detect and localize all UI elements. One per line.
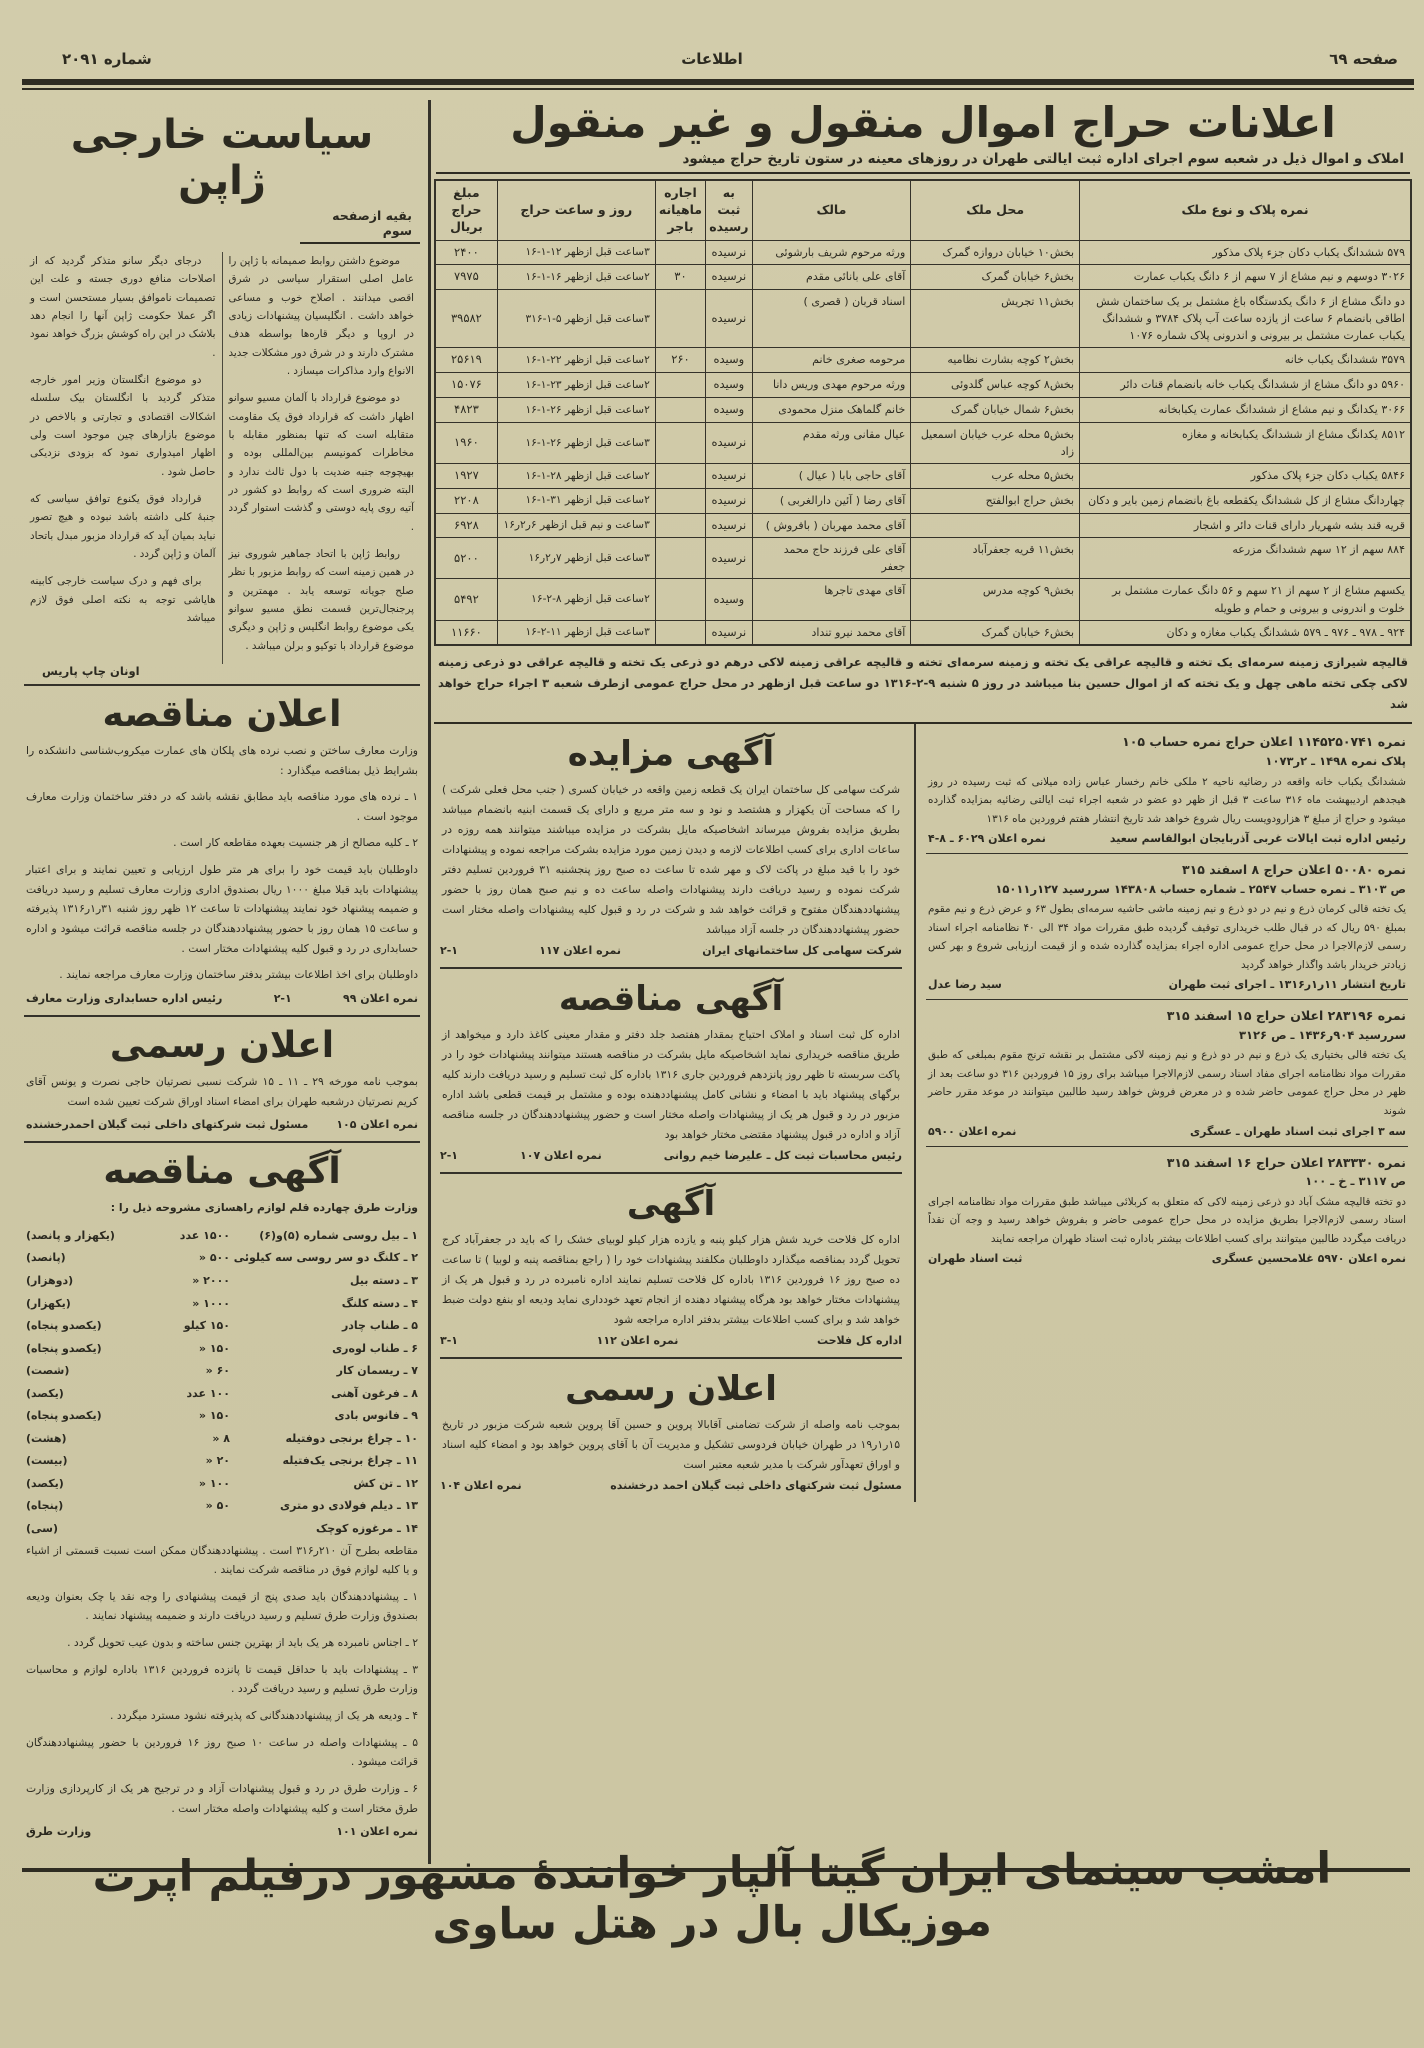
item-name: ۳ ـ دسته بیل — [349, 1273, 418, 1287]
article-paragraph: دو موضوع قرارداد با آلمان مسیو سوانو اظهار داشت که قرارداد فوق یک مقاومت متقابله است که تنها بمنظور مقابله با مخاطرات کمونیسم بین‌المللی بوده و بهیچوجه جنبه ضدیت با دول ثالث ندارد و البته ضروری است که روابط دو کشور در آتیه روی پایه دوستی و گذشت استوار گردد . — [228, 392, 414, 533]
signature: رئیس محاسبات ثبت کل ـ علیرضا خیم روانی — [663, 1148, 902, 1162]
auction-footnote-line2: چهل و یک تخته که از اموال حسین بنا میباشد در روز ۵ شنبه ۹-۲-۱۳۱۶ دو ساعت قبل ازظهر در محل حراج عمومی ازطرف شعبه ۳ اجراء حراج خواهد شد — [438, 676, 1408, 711]
signature: مسئول ثبت شرکتهای داخلی ثبت گیلان احمد درخشنده — [610, 1478, 902, 1492]
item-name: ۲ ـ کلنگ دو سر روسی سه کیلوئی — [233, 1251, 418, 1265]
japan-article-column-left — [24, 252, 223, 664]
table-cell: نرسیده — [706, 538, 752, 579]
item-quantity-words: (یکهزار و پانصد) — [26, 1228, 115, 1242]
continued-from-note: بقیه ازصفحه سوم — [300, 206, 420, 244]
tender-list-item — [26, 1473, 418, 1496]
item-name: ۱۰ ـ چراغ برنجی دوفتیله — [285, 1431, 418, 1445]
tender-term: ۶ ـ وزارت طرق در رد و قبول پیشنهادات آزاد و در ترجیح هر یک از کارپردازی وزارت طرق مختار است و کلیه پیشنهادات واصله مختار است . — [26, 1781, 418, 1815]
tender-list-item — [26, 1405, 418, 1428]
announcement-body: شرکت سهامی کل ساختمان ایران یک قطعه زمین واقعه در خیابان کسری ( جنب محل فعلی شرکت ) را که مساحت آن یکهزار و هشتصد و نود و سه متر مربع و دارای یک قسمت ابنیه بانضمام میباشد بطریق مزایده بفروش میرساند اشخاصیکه مایل بشرکت در مزایده میباشند میتوانند همه روزه در ساعات اداری برای کسب اطلاعات لازمه و دیدن زمین مورد مزایده بشرکت مراجعه نموده و پیشنهادات خود را با قید مبلغ در پاکت لاک و مهر شده تا ساعت ده صبح روز پنجشنبه ۳۱ فروردین تسلیم دفتر شرکت نموده و رسید دریافت دارند پیشنهادات واصله ساعت ده و نیم صبح همان روز با حضور پیشنهاددهندگان مفتوح و قرائت خواهد شد و شرکت در رد و قبول کلیه پیشنهادات واصله مختار است حضور پیشنهاددهندگان در جلسه آزاد میباشد — [442, 783, 900, 937]
signature: اداره کل فلاحت — [816, 1333, 902, 1347]
item-quantity: ۸ « — [212, 1431, 230, 1445]
table-cell: ۶۹۲۸ — [435, 513, 497, 538]
table-cell: بخش۵ محله عرب — [911, 463, 1080, 488]
table-cell: آقای مهدی تاجرها — [752, 579, 911, 620]
table-cell — [655, 422, 705, 463]
table-cell: ۸۵۱۲ یکدانگ مشاع از ششدانگ یکبابخانه و مغازه — [1080, 422, 1411, 463]
table-cell: ۳ساعت قبل ازظهر ۵-۱-۳۱۶ — [497, 290, 655, 348]
official-notice-body: بموجب نامه مورخه ۲۹ ـ ۱۱ ـ ۱۵ شرکت نسبی نصرتیان حاجی نصرت و یونس آقای کریم نصرتیان درشعبه طهران برای امضاء اسناد اوراق شرکت تعیین شده است — [26, 1074, 419, 1108]
item-quantity: ۱۵۰ کیلو — [183, 1319, 230, 1333]
table-cell: وسیده — [706, 348, 752, 373]
table-cell: ۵۹۶۰ دو دانگ مشاع از ششدانگ یکباب خانه بانضمام قنات دائر — [1080, 373, 1411, 398]
item-quantity: ۱۵۰۰ عدد — [179, 1228, 230, 1242]
tender-list-item — [26, 1428, 418, 1451]
auction-table-body — [435, 240, 1411, 645]
tender-term: ۳ ـ پیشنهادات باید با حداقل قیمت تا پانزده فروردین ۱۳۱۶ باداره لوازم و محاسبات وزارت طرق تسلیم و رسید دریافت گردد . — [26, 1662, 418, 1696]
table-cell: نرسیده — [706, 513, 752, 538]
japan-article-column-right — [223, 252, 421, 664]
classified-subheader: پلاک نمره ۱۴۹۸ ـ ۲ر۱۰۷۳ — [1265, 754, 1406, 769]
table-row — [435, 373, 1411, 398]
column-divider — [428, 100, 431, 1864]
masthead-rule-thin — [22, 88, 1414, 90]
table-cell: نرسیده — [706, 620, 752, 645]
table-row — [435, 240, 1411, 265]
table-cell: یکسهم مشاع از ۲ سهم از ۲۱ سهم و ۵۶ دانگ عمارت مشتمل بر خلوت و اندرونی و بیرونی و حمام و طویله — [1080, 579, 1411, 620]
table-cell: ۳۹۵۸۲ — [435, 290, 497, 348]
classified-subheader: سررسید ۹۰۴ر۱۴۳۶ ـ ص ۳۱۲۶ — [1239, 1028, 1406, 1043]
left-column — [24, 96, 420, 1848]
table-cell: نرسیده — [706, 290, 752, 348]
table-cell — [655, 373, 705, 398]
column-header: اجاره ماهیانه باجر — [655, 180, 705, 240]
notice-paragraph: وزارت معارف ساختن و نصب نرده های پلکان های عمارت میکروب‌شناسی دانشکده را بشرایط ذیل بمناقصه میگذارد : — [26, 743, 418, 777]
classified-body: ششدانگ یکباب خانه واقعه در رضائیه ناحیه ۲ ملکی خانم رخسار عباس زاده میلانی که ثبت رسیده در روز هیجدهم اردیبهشت ماه ۳۱۶ ساعت ۳ قبل از ظهر دو عضو در شعبه اجراء ثبت ایالتی رضائیه بمزایده گذارده میشود و حراج از مبلغ ۳ هزارودویست ریال شروع خواهد شد تاریخ انتشار هفتم فروردین ماه ۱۳۱۶ — [928, 775, 1406, 825]
signature: ثبت اسناد طهران — [928, 1252, 1023, 1266]
tender-list-item — [26, 1450, 418, 1473]
table-row — [435, 620, 1411, 645]
roads-tender-terms — [26, 1541, 418, 1819]
table-cell — [655, 290, 705, 348]
classified-header: نمره ۱۱۴۵۲۵۰۷۴۱ اعلان حراج نمره حساب ۱۰۵ — [1122, 734, 1406, 750]
table-cell: آقای رضا ( آئین دارالغربی ) — [752, 488, 911, 513]
table-cell: چهاردانگ مشاع از کل ششدانگ یکقطعه باغ بانضمام زمین بایر و دکان — [1080, 488, 1411, 513]
table-cell: ۳ساعت قبل ازظهر ۱۲-۱-۱۶ — [497, 240, 655, 265]
table-cell: مرحومه صغری خانم — [752, 348, 911, 373]
table-cell — [655, 240, 705, 265]
item-name: ۹ ـ فانوس بادی — [334, 1409, 418, 1423]
classified-auction-block — [926, 726, 1408, 854]
announcement-section — [440, 1174, 902, 1359]
table-cell: ۲۴۰۰ — [435, 240, 497, 265]
notice-signature: رئیس اداره حسابداری وزارت معارف — [26, 991, 223, 1005]
table-cell: آقای حاجی بابا ( عیال ) — [752, 463, 911, 488]
article-paragraph: درجای دیگر سانو متذکر گردید که از اصلاحات منافع دوری جسته و علت این تصمیمات ناموافق بسیار مستحسن است و اگر عملا حکومت ژاپن آنها را انجام دهد بلاشک در این راه کوشش بزرگ خواهد نمود . — [30, 255, 216, 359]
table-cell: وسیده — [706, 398, 752, 423]
signature: سید رضا عدل — [928, 978, 1002, 992]
table-cell: ۱۵۰۷۶ — [435, 373, 497, 398]
table-cell: بخش۹ کوچه مدرس — [911, 579, 1080, 620]
classified-header: نمره ۲۸۳۳۳۰ اعلان حراج ۱۶ اسفند ۳۱۵ — [1166, 1154, 1406, 1170]
table-cell: قریه قند بشه شهریار دارای قنات دائر و اشجار — [1080, 513, 1411, 538]
table-cell: آقای علی بانائی مقدم — [752, 265, 911, 290]
announcement-signatures — [440, 944, 902, 957]
table-cell — [655, 579, 705, 620]
item-name: ۸ ـ فرغون آهنی — [331, 1386, 418, 1400]
tender-term: ۴ ـ ودیعه هر یک از پیشنهاددهندگانی که پذیرفته نشود مسترد میگردد . — [109, 1709, 418, 1722]
item-quantity-words: (یکهزار) — [26, 1296, 71, 1310]
item-name: ۱۳ ـ دیلم فولادی دو متری — [280, 1499, 418, 1513]
announcement-signatures — [440, 1334, 902, 1347]
notice-signature: وزارت طرق — [26, 1825, 92, 1839]
signature: نمره اعلان ۱۰۴ — [440, 1478, 522, 1492]
signature: شرکت سهامی کل ساختمانهای ایران — [702, 944, 902, 958]
table-cell: بخش۶ خیابان گمرک — [911, 265, 1080, 290]
signature: تاریخ انتشار ۱۱ر۱ر۱۳۱۶ ـ اجرای ثبت طهران — [1168, 978, 1406, 992]
classified-body: یک تخته قالی کرمان ذرع و نیم در دو ذرع و نیم زمینه ماشی حاشیه سرمه‌ای بطول ۶۳ و عرض ذرع و نیم مقوم بمبلغ ۵۹۰ ریال که در قبال طلب خریداری توقیف گردیده طبق مقررات مواد ۳۴ الی ۴۰ نظامنامه اجراء اسناد رسمی لازم‌الاجرا در محل حراج عمومی اداره اجراء بمزایده گذارده شده و از قیمت ارزیابی شروع و بهر کس زیادتر خریدار باشد واگذار خواهد گردید — [928, 903, 1406, 971]
signature: رئیس اداره ثبت ایالات غربی آذربایجان ابوالقاسم سعید — [1109, 832, 1406, 846]
column-header: به ثبت رسیده — [706, 180, 752, 240]
announcement-body: بموجب نامه واصله از شرکت تضامنی آقابالا پروین و حسین آقا پروین شعبه شرکت مزبور در تاریخ ۱۵ر۱ر۱۹ در طهران خیابان فردوسی تشکیل و مدیریت آن با آقای پروین خواهد بود و امضاء کلیه اسناد و اوراق تعهدآور شرکت با مدیر شعبه معتبر است — [442, 1417, 900, 1471]
table-cell: ۲۶۰ — [655, 348, 705, 373]
auction-subtitle: املاک و اموال ذیل در شعبه سوم اجرای اداره ثبت ایالتی طهران در روزهای معینه در ستون تاریخ حراج میشود — [436, 151, 1410, 174]
table-cell: بخش۶ خیابان گمرک — [911, 620, 1080, 645]
table-cell: ۳ساعت و نیم قبل ازظهر ۶ر۲ر۱۶ — [497, 513, 655, 538]
cinema-banner: امشب سینمای ایران گیتا آلپار خوانندهٔ مشهور درفیلم اپرت موزیکال بال در هتل ساوی — [92, 1843, 1332, 1950]
auction-table — [434, 179, 1412, 646]
table-row — [435, 538, 1411, 579]
auction-footnote — [434, 646, 1412, 724]
auction-subcolumns — [434, 724, 1412, 1501]
notice-number: نمره اعلان ۱۰۵ — [336, 1118, 418, 1132]
classified-signatures — [928, 978, 1406, 991]
notice-number: نمره اعلان ۱۰۱ — [336, 1825, 418, 1839]
table-cell: ۲ساعت قبل ازظهر ۲۲-۱-۱۶ — [497, 348, 655, 373]
announcement-section — [440, 1359, 902, 1502]
table-cell: نرسیده — [706, 422, 752, 463]
classified-auction-block — [926, 1147, 1408, 1274]
table-row — [435, 488, 1411, 513]
table-cell — [655, 463, 705, 488]
announcement-headline: آگهی مناقصه — [558, 979, 784, 1020]
announcement-headline: آگهی — [626, 1183, 716, 1224]
tender-list-item — [26, 1495, 418, 1518]
table-cell — [655, 513, 705, 538]
notice-number: نمره اعلان ۹۹ — [343, 991, 418, 1005]
table-cell: بخش۱۱ تجریش — [911, 290, 1080, 348]
signature: ۲-۱ — [440, 1148, 459, 1162]
table-row — [435, 348, 1411, 373]
signature: سه ۳ اجرای ثبت اسناد طهران ـ عسگری — [1190, 1124, 1406, 1138]
table-cell: ۷۹۷۵ — [435, 265, 497, 290]
table-cell: بخش۲ کوچه بشارت نظامیه — [911, 348, 1080, 373]
table-cell — [655, 538, 705, 579]
roads-tender-section — [24, 1141, 420, 1848]
table-cell: اسناد قربان ( قصری ) — [752, 290, 911, 348]
japan-article-headline: سیاست خارجی ژاپن — [70, 112, 374, 204]
table-cell: نرسیده — [706, 265, 752, 290]
notice-paragraph: ۱ ـ نرده های مورد مناقصه باید مطابق نقشه باشد که در دفتر ساختمان وزارت معارف موجود است . — [26, 790, 418, 823]
table-cell: ۳۰۲۶ دوسهم و نیم مشاع از ۷ سهم از ۶ دانگ یکباب عمارت — [1080, 265, 1411, 290]
table-cell: بخش۸ کوچه عباس گلدوئی — [911, 373, 1080, 398]
announcement-body: اداره کل ثبت اسناد و املاک احتیاج بمقدار هفتصد جلد دفتر و مقدار معینی کاغذ دارد و میخواهد از طریق مناقصه خریداری نماید اشخاصیکه مایل بشرکت در مناقصه هستند میتوانند پیشنهادات خود را در پاکت سربسته تا ظهر روز پانزدهم فروردین جاری ۱۳۱۶ باداره کل ثبت تسلیم و رسید دریافت دارند کلیه برگهای پیشنهاد باید با امضاء و نشانی کامل پیشنهاددهنده بوده و مشتمل بر قیمت قطعی باشد اداره مزبور در رد و قبول هر یک از پیشنهادات واصله مختار است و حضور پیشنهاددهندگان در جلسه مناقصه آزاد و اداره در قبول پیشنهاد مقتضی مختار خواهد بود — [442, 1028, 900, 1142]
tender-list-item — [26, 1360, 418, 1383]
article-paragraph: روابط ژاپن با اتحاد جماهیر شوروی نیز در همین زمینه است که روابط مزبور با نظر صلح جویانه توسعه یابد . مهمترین و پرجنجال‌ترین قسمت نطق مسیو سوانو یکی موضوع روابط انگلیس و ژاپن و دیگری موضوع قرارداد با توکیو و برلن میباشد . — [228, 547, 414, 652]
table-cell: وسیده — [706, 579, 752, 620]
table-cell: ورثه مرحوم مهدی وریس دانا — [752, 373, 911, 398]
tender-list-item — [26, 1270, 418, 1293]
announcement-headline: آگهی مزایده — [567, 734, 775, 775]
table-cell: ۴۸۲۳ — [435, 398, 497, 423]
item-quantity-words: (یکصدو پنجاه) — [26, 1409, 102, 1423]
item-name: ۱۴ ـ مرغوزه کوچک — [315, 1521, 418, 1535]
tender-term: ۵ ـ پیشنهادات واصله در ساعت ۱۰ صبح روز ۱۶ فروردین با حضور پیشنهاددهندگان قرائت میشود . — [26, 1735, 418, 1769]
notice-paragraph: ۲ ـ کلیه مصالح از هر جنسیت بعهده مقاطعه کار است . — [173, 836, 418, 850]
table-cell: ۵۴۹۲ — [435, 579, 497, 620]
table-cell: وسیده — [706, 373, 752, 398]
table-cell: ۲ساعت قبل ازظهر ۳۱-۱-۱۶ — [497, 488, 655, 513]
item-quantity-words: (شصت) — [26, 1364, 70, 1378]
table-cell: ۳۰ — [655, 265, 705, 290]
table-row — [435, 265, 1411, 290]
item-quantity-words: (سی) — [26, 1521, 59, 1535]
roads-tender-intro: وزارت طرق چهارده قلم لوازم راهسازی مشروحه ذیل را : — [110, 1201, 418, 1215]
auction-table-header-row — [435, 180, 1411, 240]
table-row — [435, 513, 1411, 538]
article-paragraph: قرارداد فوق یکنوع توافق سیاسی که جنبهٔ کلی داشته باشد نبوده و هیچ تصور نباید بمیان آید که قرارداد مزبور مبدل باتحاد آلمان و ژاپن گردد . — [30, 492, 216, 560]
middle-announcements-column — [434, 724, 914, 1501]
tender-list-item — [26, 1247, 418, 1270]
table-cell: ۲ساعت قبل ازظهر ۲۸-۱-۱۶ — [497, 463, 655, 488]
item-quantity-words: (یکصدو پنجاه) — [26, 1319, 102, 1333]
tender-list-item — [26, 1225, 418, 1248]
item-quantity: ۱۵۰ « — [198, 1341, 230, 1355]
announcement-signatures — [440, 1149, 902, 1162]
notice-paragraph: داوطلبان برای اخذ اطلاعات بیشتر بدفتر ساختمان وزارت معارف مراجعه نمایند . — [59, 968, 418, 982]
signature: نمره اعلان ۱۰۷ — [520, 1148, 602, 1162]
announcement-signatures — [440, 1479, 902, 1492]
item-quantity: ۱۵۰ « — [198, 1409, 230, 1423]
column-header: روز و ساعت حراج — [497, 180, 655, 240]
table-cell: ورثه مرحوم شریف بارشوئی — [752, 240, 911, 265]
item-name: ۴ ـ دسته کلنگ — [341, 1296, 418, 1310]
table-cell: آقای علی فرزند حاج محمد جعفر — [752, 538, 911, 579]
notice-signature: مسئول ثبت شرکتهای داخلی ثبت گیلان احمدرخشنده — [26, 1118, 309, 1132]
column-header: نمره پلاک و نوع ملک — [1080, 180, 1411, 240]
table-cell: ۳۰۶۶ یکدانگ و نیم مشاع از ششدانگ عمارت یکبابخانه — [1080, 398, 1411, 423]
classified-header: نمره ۲۸۳۱۹۶ اعلان حراج ۱۵ اسفند ۳۱۵ — [1166, 1008, 1406, 1024]
table-cell: بخش۵ محله عرب خیابان اسمعیل زاد — [911, 422, 1080, 463]
table-cell: ۸۸۴ سهم از ۱۲ سهم ششدانگ مزرعه — [1080, 538, 1411, 579]
japan-article-byline: اونان چاپ پاریس — [42, 663, 140, 678]
tender-term: ۱ ـ پیشنهاددهندگان باید صدی پنج از قیمت پیشنهادی را وجه نقد یا چک بعنوان ودیعه بصندوق وزارت طرق تسلیم و رسید دریافت دارند و ضمیمه پیشنهاد نمایند . — [26, 1589, 418, 1623]
table-cell: عیال مقانی ورثه مقدم — [752, 422, 911, 463]
table-cell: ۳ساعت قبل ازظهر ۲۶-۱-۱۶ — [497, 422, 655, 463]
table-cell: بخش حراج ابوالفتح — [911, 488, 1080, 513]
tender-list-item — [26, 1383, 418, 1406]
item-quantity: ۶۰ « — [205, 1364, 230, 1378]
table-cell — [655, 620, 705, 645]
announcement-body: اداره کل فلاحت خرید شش هزار کیلو پنبه و یازده هزار کیلو لوبیای خشک را که باید در جعفرآباد کرج تحویل گردد بمناقصه میگذارد داوطلبان مکلفند پیشنهادات خود را ( راجع بمناقصه پنبه و لوبیا ) تا ساعت ده صبح روز ۱۶ فروردین ۱۳۱۶ باداره کل فلاحت تسلیم نمایند اداره نامبرده در رد و قبول هر یک از پیشنهادات مختار خواهد بود هرگاه پیشنهاد دهنده از انجام تعهد خودداری نماید ودیعه او بنفع دولت ضبط خواهد شد و برای کسب اطلاعات بیشتر بدفتر اداره مراجعه شود — [442, 1232, 900, 1326]
column-header: محل ملک — [911, 180, 1080, 240]
item-quantity: ۱۰۰۰ « — [192, 1296, 230, 1310]
table-cell: ۱۱۶۶۰ — [435, 620, 497, 645]
auction-headline: اعلانات حراج اموال منقول و غیر منقول — [510, 98, 1336, 147]
item-quantity — [144, 1518, 230, 1541]
table-cell: ۲ساعت قبل ازظهر ۸-۲-۱۶ — [497, 579, 655, 620]
tender-notice-body — [26, 741, 418, 985]
tender-list-item — [26, 1518, 418, 1541]
item-name: ۷ ـ ریسمان کار — [336, 1364, 418, 1378]
table-row — [435, 290, 1411, 348]
item-quantity: ۵۰۰ « — [198, 1251, 230, 1265]
announcement-section — [440, 724, 902, 969]
table-cell: نرسیده — [706, 463, 752, 488]
table-cell: ۳۵۷۹ ششدانگ یکباب خانه — [1080, 348, 1411, 373]
classified-signatures — [928, 1125, 1406, 1138]
table-cell: ۳ساعت قبل ازظهر ۱۱-۲-۱۶ — [497, 620, 655, 645]
item-name: ۱۲ ـ تن کش — [353, 1476, 418, 1490]
masthead-rule-thick — [22, 79, 1414, 85]
newspaper-title: اطلاعات — [681, 50, 743, 68]
table-cell: آقای محمد مهربان ( بافروش ) — [752, 513, 911, 538]
item-quantity: ۱۰۰ « — [198, 1476, 230, 1490]
table-cell: ۲ساعت قبل ازظهر ۱۶-۱-۱۶ — [497, 265, 655, 290]
signature: نمره اعلان ۱۱۷ — [539, 944, 621, 958]
item-quantity-words: (یکصد) — [26, 1476, 64, 1490]
table-row — [435, 422, 1411, 463]
tender-notice-headline: اعلان مناقصه — [102, 693, 342, 735]
classified-subheader: ص ۳۱۰۳ ـ نمره حساب ۲۵۴۷ ـ شماره حساب ۱۴۳۸۰۸ سررسید ۱۲۷ر۱۵۰۱۱ — [995, 881, 1406, 896]
auction-footnote-line1: قالیچه شیرازی زمینه سرمه‌ای یک تخته و قالیچه عراقی یک تخته و زمینه سرمه‌ای تخته و قالیچه عراقی زمینه لاکی درهم دو ذرعی یک تخته و قالیچه عراقی دو ذرعی زمینه لاکی چکی تخته ماهی — [438, 655, 1408, 691]
classified-ads-column — [914, 724, 1412, 1501]
article-paragraph: دو موضوع انگلستان وزیر امور خارجه متذکر گردید با انگلستان بیک سلسله اشکالات اقتصادی و تجارتی و بالاخص در موضوع بازارهای چین موجود است ولی اظهار امیدواری نمود که بزودی نزدیکی حاصل شود . — [30, 373, 216, 478]
table-row — [435, 579, 1411, 620]
classified-auction-block — [926, 854, 1408, 1000]
item-quantity: ۵۰ « — [205, 1499, 230, 1513]
item-quantity: ۲۰ « — [205, 1454, 230, 1468]
table-cell: آقای محمد نیرو تنداد — [752, 620, 911, 645]
table-cell: بخش۶ شمال خیابان گمرک — [911, 398, 1080, 423]
table-cell: ۵۷۹ ششدانگ یکباب دکان جزء پلاک مذکور — [1080, 240, 1411, 265]
signature: نمره اعلان ۵۹۰۰ — [928, 1124, 1017, 1138]
article-paragraph: موضوع داشتن روابط صمیمانه با ژاپن را عامل اصلی استقرار سیاسی در شرق اقصی میدانند . اصلاح خوب و مساعی خواهد داشت . انگلیسیان پیشنهادات زیادی در اروپا و دیگر قاره‌ها بواسطه هدف مشترک دارند و در شرق دور مشکلات جدید الانواع وارد مذاکرات میسازد . — [228, 255, 414, 377]
item-quantity: ۱۰۰ عدد — [186, 1386, 230, 1400]
signature: ۲-۱ — [440, 944, 459, 958]
tender-term: ۲ ـ اجناس نامبرده هر یک باید از بهترین جنس ساخته و بدون عیب تحویل گردد . — [67, 1636, 418, 1650]
tender-list-item — [26, 1293, 418, 1316]
table-cell: ۵۲۰۰ — [435, 538, 497, 579]
classified-subheader: ص ۳۱۱۷ ـ خ ـ ۱۰۰ — [1305, 1174, 1406, 1189]
table-cell — [655, 488, 705, 513]
item-quantity-words: (پانصد) — [26, 1251, 66, 1265]
announcement-section — [440, 969, 902, 1174]
item-quantity-words: (دوهزار) — [26, 1273, 74, 1287]
table-cell: ۳ساعت قبل ازظهر ۷ر۲ر۱۶ — [497, 538, 655, 579]
classified-signatures — [928, 832, 1406, 845]
item-quantity-words: (هشت) — [26, 1431, 67, 1445]
table-cell: خانم گلماهک منزل محمودی — [752, 398, 911, 423]
page-number-label: صفحه ٦٩ — [1329, 50, 1398, 68]
tender-notice-section — [24, 684, 420, 1015]
japan-article-body — [24, 252, 420, 664]
table-cell — [655, 398, 705, 423]
official-notice-headline: اعلان رسمی — [109, 1024, 335, 1066]
table-cell: ۹۲۴ ـ ۹۷۸ ـ ۹۷۶ ـ ۵۷۹ ششدانگ یکباب مغازه و دکان — [1080, 620, 1411, 645]
announcement-headline: اعلان رسمی — [565, 1368, 777, 1409]
item-name: ۱۱ ـ چراغ برنجی یک‌فتیله — [282, 1454, 418, 1468]
signature: ۳-۱ — [440, 1333, 459, 1347]
item-quantity-words: (پنجاه) — [26, 1499, 64, 1513]
official-notice-section — [24, 1015, 420, 1141]
table-cell: بخش۱۱ قریه جعفرآباد — [911, 538, 1080, 579]
notice-paragraph: داوطلبان باید قیمت خود را برای هر متر طول ارزیابی و تعیین نمایند و برای اعتبار پیشنهادات باید قبلا مبلغ ۱۰۰۰ ریال بصندوق اداری وزارت معارف تسلیم و رسید دریافت و ضمیمه پیشنهاد خود نمایند پیشنهادات تا ساعت ۱۲ ظهر روز شنبه ۳۱ر۱ر۱۳۱۶ پذیرفته و ساعت ۱۵ همان روز با حضور پیشنهاددهندگان در جلسه مناقصه قرائت میشود و اداره حسابداری در رد و قبول کلیه پیشنهادات مختار است . — [26, 863, 419, 955]
tender-term: مقاطعه بطرح آن ۲۱۰ر۳۱۶ است . پیشنهاددهندگان ممکن است نسبت قسمتی از اشیاء و یا کلیه لوازم فوق در مناقصه شرکت نمایند . — [26, 1543, 418, 1577]
column-header: مالک — [752, 180, 911, 240]
table-cell: ۲ساعت قبل ازظهر ۲۳-۱-۱۶ — [497, 373, 655, 398]
table-cell — [911, 513, 1080, 538]
item-quantity-words: (یکصد) — [26, 1386, 64, 1400]
notice-sequence: ۲-۱ — [273, 991, 292, 1005]
item-quantity: ۲۰۰۰ « — [192, 1273, 230, 1287]
table-cell: بخش۱۰ خیابان دروازه گمرک — [911, 240, 1080, 265]
tender-list-item — [26, 1315, 418, 1338]
issue-number-label: شماره ۲۰۹۱ — [62, 50, 152, 68]
table-cell: دو دانگ مشاع از ۶ دانگ یکدستگاه باغ مشتمل بر یک ساختمان شش اطاقی بانضمام ۶ ساعت از یازده ساعت آب پلاک ۳۷۸۴ و ششدانگ یکباب عمارت مشتمل بر بیرونی و اندرونی پلاک شماره ۱۰۷۶ — [1080, 290, 1411, 348]
column-header: مبلغ حراج بریال — [435, 180, 497, 240]
item-name: ۵ ـ طناب چادر — [341, 1319, 418, 1333]
signature: نمره اعلان ۶۰۲۹ ـ ۸-۴ — [928, 832, 1046, 846]
table-cell: نرسیده — [706, 240, 752, 265]
table-cell: ۱۹۶۰ — [435, 422, 497, 463]
roads-tender-headline: آگهی مناقصه — [103, 1151, 341, 1193]
classified-body: دو تخته قالیچه مشک آباد دو ذرعی زمینه لاکی که متعلق به کربلائی میباشد طبق مقررات مواد نظامنامه اجرای اسناد رسمی لازم‌الاجرا بطریق مزایده در محل حراج عمومی حاضر و بفروش خواهد رسید و وجه آن نقداً دریافت میگردد طالبین میتوانند برای کسب اطلاعات بیشتر باداره ثبت اسناد طهران مراجعه نمایند — [928, 1195, 1406, 1245]
table-cell: ۱۹۲۷ — [435, 463, 497, 488]
roads-tender-item-list — [26, 1225, 418, 1541]
masthead — [26, 48, 1398, 74]
signature: نمره اعلان ۵۹۷۰ غلامحسین عسگری — [1211, 1252, 1406, 1266]
item-quantity-words: (یکصدو پنجاه) — [26, 1341, 102, 1355]
classified-signatures — [928, 1252, 1406, 1265]
table-cell: ۲۵۶۱۹ — [435, 348, 497, 373]
auction-section — [434, 96, 1412, 1502]
table-row — [435, 463, 1411, 488]
item-name: ۱ ـ بیل روسی شماره (۵)و(۶) — [259, 1228, 418, 1242]
table-cell: ۵۸۴۶ یکباب دکان جزء پلاک مذکور — [1080, 463, 1411, 488]
tender-list-item — [26, 1338, 418, 1361]
item-name: ۶ ـ طناب لوه‌ری — [332, 1341, 418, 1355]
signature: نمره اعلان ۱۱۲ — [596, 1333, 679, 1347]
table-row — [435, 398, 1411, 423]
table-cell: نرسیده — [706, 488, 752, 513]
table-cell: ۲ساعت قبل ازظهر ۲۶-۱-۱۶ — [497, 398, 655, 423]
article-paragraph: برای فهم و درک سیاست خارجی کابینه هایاشی توجه به نکته اصلی فوق لازم میباشد — [30, 575, 216, 624]
classified-header: نمره ۵۰۰۸۰ اعلان حراج ۸ اسفند ۳۱۵ — [1181, 862, 1406, 878]
classified-auction-block — [926, 1000, 1408, 1146]
item-quantity-words: (بیست) — [26, 1454, 68, 1468]
table-cell: ۲۲۰۸ — [435, 488, 497, 513]
classified-body: یک تخته قالی بختیاری یک ذرع و نیم در دو ذرع و نیم زمینه لاکی مشتمل بر نقشه ترنج مقوم بمبلغی که طبق مقررات مواد نظامنامه اجرای مفاد اسناد رسمی لازم‌الاجرا میباشد برای روز ۱۵ فروردین ۳۱۶ دو ساعت بعد از ظهر در محل حراج عمومی حاضر شده و در معرض فروش خواهد رسید طالبین میتوانند در موعد مقرر حاضر شوند — [928, 1049, 1406, 1117]
